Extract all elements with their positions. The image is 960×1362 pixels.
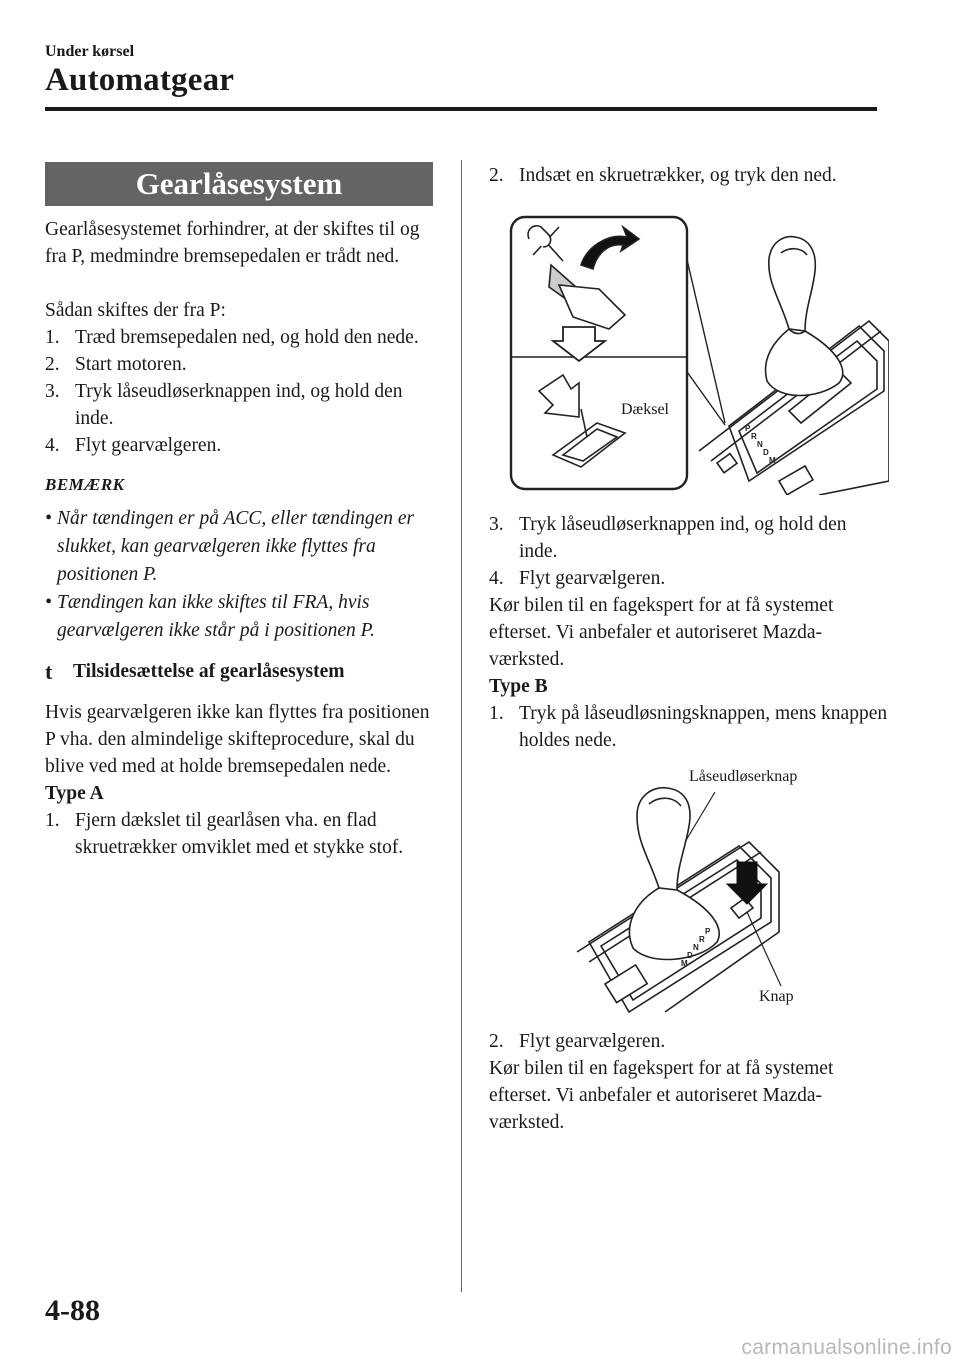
list-item: 4. Flyt gearvælgeren. [489,568,666,589]
type-a-label: Type A [45,783,104,804]
svg-text:R: R [751,432,757,441]
type-b-label: Type B [489,676,548,697]
shift-heading: Sådan skiftes der fra P: [45,300,226,321]
page-number: 4-88 [45,1294,100,1327]
svg-text:N: N [757,440,763,449]
figure-type-b [489,762,889,1020]
svg-text:D: D [687,951,693,960]
left-column [45,162,433,861]
intro-paragraph: Gearlåsesystemet forhindrer, at der skiftes til og fra P, medmindre bremsepedalen er trådt ned. [45,219,420,267]
section-marker-icon: t [45,659,53,684]
svg-text:M: M [681,959,688,968]
list-item: 2. Start motoren. [45,354,187,375]
watermark: carmanualsonline.info [741,1336,952,1359]
type-b-step-1: 1. Tryk på låseudløsningsknappen, mens knappen holdes nede. [489,703,888,751]
list-item: 4. Flyt gearvælgeren. [45,435,222,456]
right-column [489,162,889,1136]
shift-steps [45,324,433,459]
section-banner: Gearlåsesystem [45,162,433,206]
page-title: Automatgear [45,62,235,98]
list-item: 1. Træd bremsepedalen ned, og hold den nede. [45,327,419,348]
figure-type-a [489,211,889,495]
note-box [45,475,433,645]
note-title: BEMÆRK [45,475,125,494]
type-a-step-1: 1. Fjern dækslet til gearlåsen vha. en flad skruetrækker omviklet med et stykke stof. [45,810,404,858]
type-b-after: Kør bilen til en fagekspert for at få systemet efterset. Vi anbefaler et autoriseret Mazda-værksted. [489,1058,834,1133]
type-b-step-2: 2. Flyt gearvælgeren. [489,1031,666,1052]
svg-text:D: D [763,448,769,457]
column-divider [461,160,462,1292]
svg-text:P: P [705,927,711,936]
type-a-step-2: 2. Indsæt en skruetrækker, og tryk den ned. [489,165,837,186]
list-item: 3. Tryk låseudløserknappen ind, og hold den inde. [489,514,847,562]
svg-text:N: N [693,943,699,952]
svg-text:R: R [699,935,705,944]
svg-text:M: M [769,456,776,465]
type-a-after: Kør bilen til en fagekspert for at få systemet efterset. Vi anbefaler et autoriseret Mazda-værksted. [489,595,834,670]
type-a-steps-3-4 [489,511,889,592]
lock-release-label: Låseudløserknap [689,768,798,785]
override-intro: Hvis gearvælgeren ikke kan flyttes fra positionen P vha. den almindelige skifteprocedure, skal du blive ved med at holde bremsepedalen nede. [45,702,430,777]
list-item: 3. Tryk låseudløserknappen ind, og hold den inde. [45,381,403,429]
note-bullet: • Når tændingen er på ACC, eller tændingen er slukket, kan gearvælgeren ikke flyttes fra positionen P. [45,508,415,585]
svg-text:P: P [745,424,751,433]
header-divider [45,107,877,111]
note-bullet: • Tændingen kan ikke skiftes til FRA, hvis gearvælgeren ikke står på i positionen P. [45,592,375,641]
lock-release-button-illustration [489,762,889,1020]
cover-label: Dæksel [621,401,669,418]
button-label: Knap [759,988,794,1005]
override-heading: t Tilsidesættelse af gearlåsesystem [45,659,345,684]
gear-lock-cover-illustration [489,211,889,495]
chapter-label: Under kørsel [45,43,135,60]
